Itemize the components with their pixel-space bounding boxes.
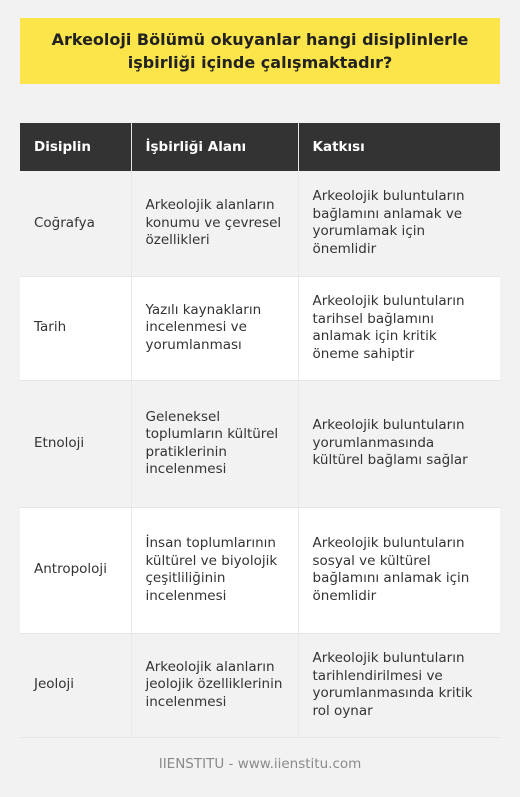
title-banner	[20, 18, 500, 84]
footer-credit: IIENSTITU - www.iienstitu.com	[158, 756, 362, 772]
cell-alan: Arkeolojik alanların konumu ve çevresel özellikleri	[131, 171, 298, 276]
cell-katki: Arkeolojik buluntuların tarihsel bağlamını anlamak için kritik öneme sahiptir	[298, 276, 500, 380]
cell-disiplin: Antropoloji	[20, 507, 131, 633]
cell-disiplin: Jeoloji	[20, 633, 131, 737]
cell-katki: Arkeolojik buluntuların yorumlanmasında kültürel bağlamı sağlar	[298, 380, 500, 507]
cell-disiplin: Tarih	[20, 276, 131, 380]
table-row	[20, 171, 500, 276]
cell-katki: Arkeolojik buluntuların bağlamını anlamak ve yorumlamak için önemlidir	[298, 171, 500, 276]
table-header-row	[20, 123, 500, 171]
column-header-katkisi: Katkısı	[298, 123, 500, 171]
table-row	[20, 276, 500, 380]
column-header-isbirligi-alani: İşbirliği Alanı	[131, 123, 298, 171]
cell-disiplin: Coğrafya	[20, 171, 131, 276]
cell-disiplin: Etnoloji	[20, 380, 131, 507]
cell-katki: Arkeolojik buluntuların sosyal ve kültürel bağlamını anlamak için önemlidir	[298, 507, 500, 633]
cell-alan: Geleneksel toplumların kültürel pratiklerinin incelenmesi	[131, 380, 298, 507]
page-title: Arkeoloji Bölümü okuyanlar hangi disiplinlerle işbirliği içinde çalışmaktadır?	[51, 30, 469, 72]
cell-alan: Arkeolojik alanların jeolojik özelliklerinin incelenmesi	[131, 633, 298, 737]
table-row	[20, 633, 500, 737]
discipline-table	[20, 123, 500, 738]
cell-katki: Arkeolojik buluntuların tarihlendirilmesi ve yorumlanmasında kritik rol oynar	[298, 633, 500, 737]
cell-alan: İnsan toplumlarının kültürel ve biyolojik çeşitliliğinin incelenmesi	[131, 507, 298, 633]
column-header-disiplin: Disiplin	[20, 123, 131, 171]
table-row	[20, 507, 500, 633]
table-row	[20, 380, 500, 507]
cell-alan: Yazılı kaynakların incelenmesi ve yorumlanması	[131, 276, 298, 380]
